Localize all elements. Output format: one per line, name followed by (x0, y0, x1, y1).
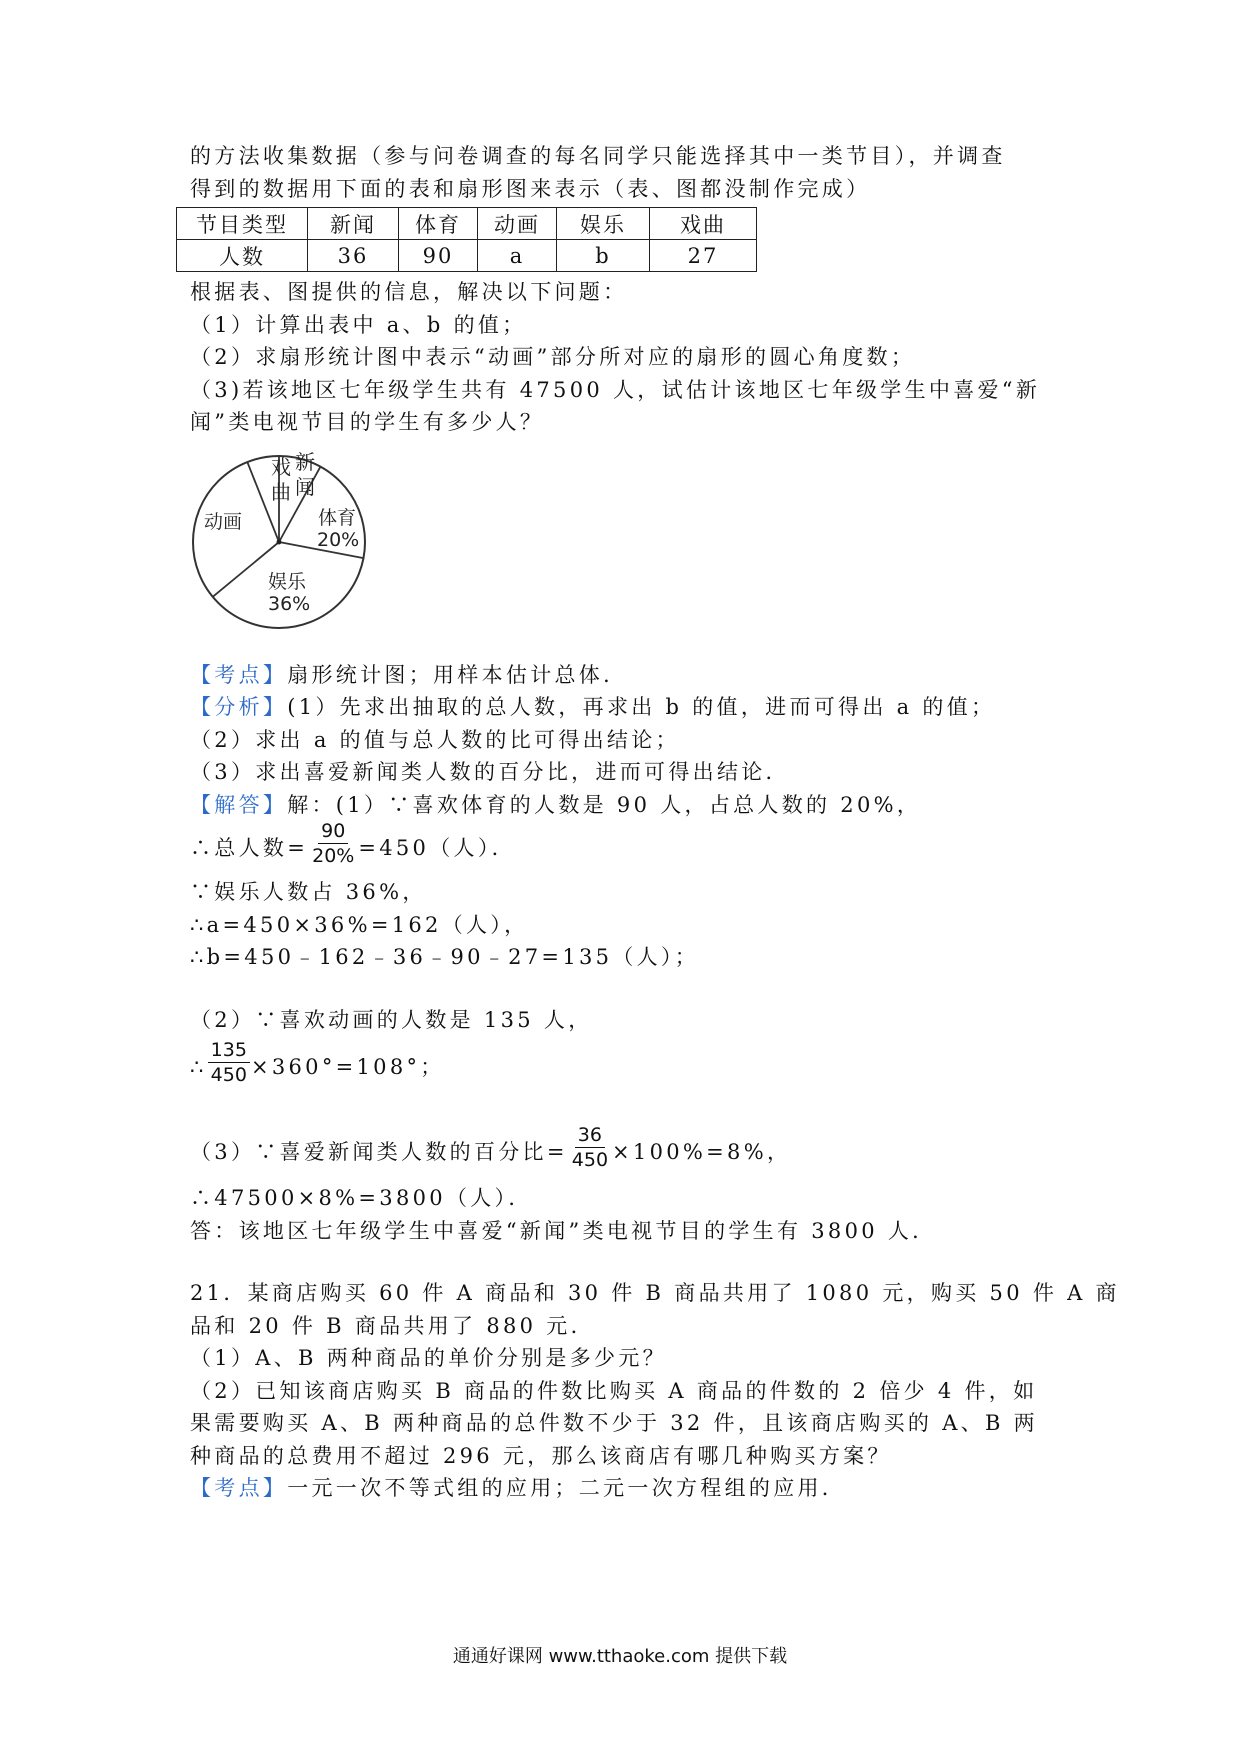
solution-total (190, 820, 1070, 868)
jieda-text: 解：(1）∵喜欢体育的人数是 90 人，占总人数的 20%， (287, 792, 922, 817)
solution-q3 (190, 1124, 1070, 1172)
pie-label-tiyu: 体育 (318, 506, 357, 529)
fenxi-tag: 【分析】 (190, 695, 288, 719)
table-cell: 娱乐 (557, 208, 650, 240)
fraction-denominator: 450 (571, 1149, 609, 1171)
table-cell: 新闻 (308, 208, 399, 240)
problem-21-kaodian (190, 1472, 1070, 1505)
kaodian-text: 一元一次不等式组的应用；二元一次方程组的应用． (287, 1476, 847, 1500)
fraction (208, 1038, 250, 1087)
jieda-tag: 【解答】 (190, 792, 288, 817)
table-cell: 体育 (399, 208, 478, 240)
solution-text: ×360°=108°； (250, 1055, 445, 1079)
solution-q2: （2）∵喜欢动画的人数是 135 人， (190, 1007, 593, 1032)
kaodian-tag: 【考点】 (190, 662, 288, 687)
problem-21-line-2: 品和 20 件 B 商品共用了 880 元． (190, 1313, 595, 1338)
solution-answer: 答：该地区七年级学生中喜爱“新闻”类电视节目的学生有 3800 人． (190, 1218, 937, 1243)
fenxi-text: (1）先求出抽取的总人数，再求出 b 的值，进而可得出 a 的值； (287, 695, 996, 719)
solution-a: ∴a=450×36%=162（人）， (190, 912, 529, 937)
table-row (177, 240, 757, 272)
table-cell: 36 (308, 240, 399, 272)
problem-21-line-3: （1）A、B 两种商品的单价分别是多少元？ (190, 1346, 667, 1370)
pie-percent-yule: 36% (268, 592, 311, 615)
jieda-line (190, 789, 1070, 822)
fenxi-line-1 (190, 691, 1070, 724)
data-table (176, 207, 757, 272)
fraction (569, 1123, 611, 1172)
page-content (190, 140, 1120, 1505)
pie-center (277, 539, 282, 544)
solution-text: （3）∵喜爱新闻类人数的百分比= (190, 1140, 568, 1164)
fraction (309, 819, 357, 868)
table-header-row (177, 208, 757, 240)
problem-21-line-1: 21．某商店购买 60 件 A 商品和 30 件 B 商品共用了 1080 元，购买 50 件 A 商 (190, 1281, 1120, 1305)
table-cell: 戏曲 (650, 208, 757, 240)
fraction-denominator: 20% (312, 845, 355, 867)
kaodian-tag: 【考点】 (190, 1476, 288, 1500)
table-cell: 动画 (478, 208, 557, 240)
question-3: （3)若该地区七年级学生共有 47500 人，试估计该地区七年级学生中喜爱“新 (190, 377, 1041, 402)
fraction-numerator: 135 (208, 1038, 250, 1063)
spacer (190, 1247, 1070, 1277)
fenxi-line-3: （3）求出喜爱新闻类人数的百分比，进而可得出结论． (190, 760, 790, 784)
problem-21-line-5: 果需要购买 A、B 两种商品的总件数不少于 32 件，且该商店购买的 A、B 两 (190, 1411, 1038, 1435)
fenxi-line-2: （2）求出 a 的值与总人数的比可得出结论； (190, 727, 680, 752)
spacer (190, 974, 1070, 1004)
fraction-numerator: 90 (318, 819, 348, 844)
question-intro: 根据表、图提供的信息，解决以下问题： (190, 280, 628, 304)
pie-label-xinwen: 新闻 (295, 449, 315, 499)
fraction-denominator: 450 (210, 1064, 247, 1086)
solution-text: ∴总人数= (190, 836, 309, 860)
question-2: （2）求扇形统计图中表示“动画”部分所对应的扇形的圆心角度数； (190, 345, 916, 369)
pie-label-donghua: 动画 (204, 510, 243, 533)
pie-percent-tiyu: 20% (317, 528, 360, 551)
spacer (190, 1087, 1070, 1135)
intro-line-2: 得到的数据用下面的表和扇形图来表示（表、图都没制作完成） (190, 176, 871, 201)
table-cell: 人数 (177, 240, 308, 272)
pie-label-yule: 娱乐 (268, 570, 307, 593)
solution-text: ∴ (190, 1055, 207, 1079)
problem-21-line-4: （2）已知该商店购买 B 商品的件数比购买 A 商品的件数的 2 倍少 4 件，如 (190, 1378, 1038, 1403)
table-cell: 90 (399, 240, 478, 272)
solution-text: =450（人）． (358, 836, 516, 860)
solution-q3-calc: ∴47500×8%=3800（人）． (190, 1186, 533, 1210)
table-cell: 27 (650, 240, 757, 272)
kaodian-text: 扇形统计图；用样本估计总体． (287, 662, 628, 687)
table-cell: 节目类型 (177, 208, 308, 240)
solution-b: ∴b=450﹣162﹣36﹣90﹣27=135（人）； (190, 945, 700, 969)
solution-ent: ∵娱乐人数占 36%， (190, 880, 427, 904)
table-cell: b (557, 240, 650, 272)
pie-chart (182, 445, 392, 655)
table-cell: a (478, 240, 557, 272)
kaodian-line (190, 659, 1070, 692)
question-3-cont: 闻”类电视节目的学生有多少人？ (190, 410, 545, 434)
solution-text: ×100%=8%， (612, 1140, 792, 1164)
intro-line-1: 的方法收集数据（参与问卷调查的每名同学只能选择其中一类节目），并调查 (190, 144, 1006, 168)
fraction-numerator: 36 (575, 1123, 605, 1148)
problem-21-line-6: 种商品的总费用不超过 296 元，那么该商店有哪几种购买方案？ (190, 1443, 892, 1468)
question-1: （1）计算出表中 a、b 的值； (190, 312, 527, 337)
solution-q2-calc (190, 1039, 1070, 1087)
pie-label-xiqu: 戏曲 (271, 454, 291, 504)
footer: 通通好课网 www.tthaoke.com 提供下载 (452, 1646, 788, 1667)
